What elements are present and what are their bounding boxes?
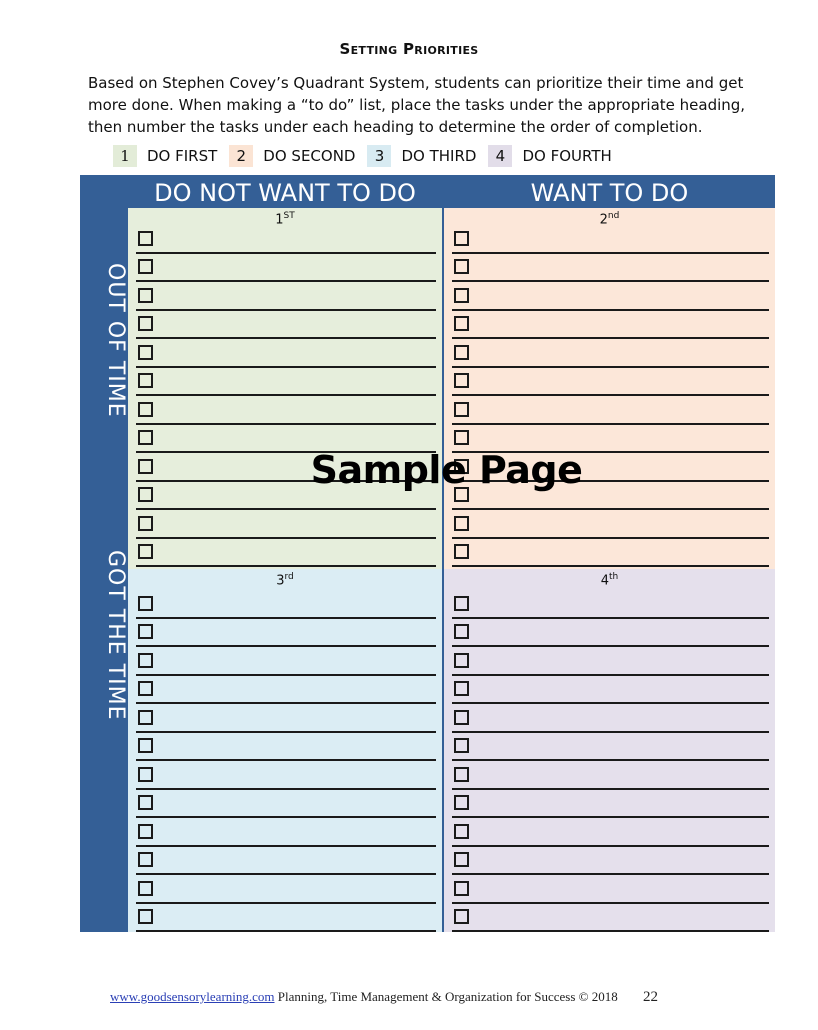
task-line[interactable]: [452, 482, 769, 511]
footer: [110, 989, 658, 1006]
task-line[interactable]: [452, 647, 769, 676]
task-line[interactable]: [136, 704, 436, 733]
task-line[interactable]: [452, 590, 769, 619]
task-line[interactable]: [136, 453, 436, 482]
task-line[interactable]: [452, 676, 769, 705]
legend-num-4: 4: [488, 145, 512, 167]
checkbox-icon[interactable]: [138, 767, 153, 782]
checkbox-icon[interactable]: [138, 316, 153, 331]
legend-label-3: DO THIRD: [401, 147, 477, 165]
checkbox-icon[interactable]: [454, 909, 469, 924]
checkbox-icon[interactable]: [454, 259, 469, 274]
task-line[interactable]: [136, 311, 436, 340]
checkbox-icon[interactable]: [454, 231, 469, 246]
checkbox-icon[interactable]: [454, 345, 469, 360]
priority-legend: [113, 145, 624, 167]
quadrant-3-label: 3rd: [276, 572, 294, 589]
page-title: Setting Priorities: [339, 40, 479, 58]
checkbox-icon[interactable]: [138, 909, 153, 924]
checkbox-icon[interactable]: [138, 345, 153, 360]
task-line[interactable]: [452, 704, 769, 733]
checkbox-icon[interactable]: [138, 487, 153, 502]
checkbox-icon[interactable]: [454, 544, 469, 559]
task-line[interactable]: [452, 453, 769, 482]
task-line[interactable]: [452, 254, 769, 283]
legend-num-3: 3: [367, 145, 391, 167]
task-line[interactable]: [136, 619, 436, 648]
task-line[interactable]: [452, 396, 769, 425]
checkbox-icon[interactable]: [454, 710, 469, 725]
checkbox-icon[interactable]: [454, 430, 469, 445]
task-line[interactable]: [452, 619, 769, 648]
task-line[interactable]: [452, 225, 769, 254]
checkbox-icon[interactable]: [138, 459, 153, 474]
checkbox-icon[interactable]: [454, 881, 469, 896]
checkbox-icon[interactable]: [454, 852, 469, 867]
row-header-got-the-time: GOT THE TIME: [103, 549, 128, 721]
quadrant-2: [444, 208, 775, 569]
task-line[interactable]: [136, 904, 436, 933]
checkbox-icon[interactable]: [454, 402, 469, 417]
task-line[interactable]: [136, 225, 436, 254]
legend-label-4: DO FOURTH: [522, 147, 612, 165]
checkbox-icon[interactable]: [454, 795, 469, 810]
task-line[interactable]: [136, 761, 436, 790]
checkbox-icon[interactable]: [138, 881, 153, 896]
checkbox-icon[interactable]: [138, 738, 153, 753]
task-line[interactable]: [452, 761, 769, 790]
checkbox-icon[interactable]: [454, 596, 469, 611]
checkbox-icon[interactable]: [454, 487, 469, 502]
quadrant-3: [128, 569, 442, 932]
task-line[interactable]: [452, 733, 769, 762]
checkbox-icon[interactable]: [138, 259, 153, 274]
checkbox-icon[interactable]: [138, 710, 153, 725]
checkbox-icon[interactable]: [138, 624, 153, 639]
checkbox-icon[interactable]: [454, 681, 469, 696]
task-line[interactable]: [136, 733, 436, 762]
checkbox-icon[interactable]: [138, 824, 153, 839]
task-line[interactable]: [136, 676, 436, 705]
task-line[interactable]: [452, 425, 769, 454]
legend-num-1: 1: [113, 145, 137, 167]
checkbox-icon[interactable]: [454, 316, 469, 331]
task-line[interactable]: [136, 396, 436, 425]
task-line[interactable]: [452, 847, 769, 876]
checkbox-icon[interactable]: [454, 373, 469, 388]
task-line[interactable]: [136, 254, 436, 283]
page-number: 22: [643, 989, 659, 1005]
legend-label-2: DO SECOND: [263, 147, 356, 165]
checkbox-icon[interactable]: [138, 402, 153, 417]
quadrant-1-label: 1ST: [275, 211, 295, 228]
task-line[interactable]: [136, 647, 436, 676]
task-line[interactable]: [136, 847, 436, 876]
checkbox-icon[interactable]: [454, 516, 469, 531]
quadrant-4-label: 4th: [600, 572, 619, 589]
checkbox-icon[interactable]: [138, 852, 153, 867]
checkbox-icon[interactable]: [138, 681, 153, 696]
quadrant-2-label: 2nd: [599, 211, 620, 228]
legend-num-2: 2: [229, 145, 253, 167]
task-line[interactable]: [136, 875, 436, 904]
task-line[interactable]: [452, 282, 769, 311]
intro-paragraph: Based on Stephen Covey’s Quadrant System, students can prioritize their time and get more done. When making a “to do” list, place the tasks under the appropriate heading, then number the tasks under each heading to determine the order of completion.: [88, 74, 746, 136]
checkbox-icon[interactable]: [454, 459, 469, 474]
column-header-do-not-want: DO NOT WANT TO DO: [154, 179, 416, 207]
task-line[interactable]: [136, 818, 436, 847]
task-line[interactable]: [136, 590, 436, 619]
checkbox-icon[interactable]: [454, 738, 469, 753]
checkbox-icon[interactable]: [454, 288, 469, 303]
task-line[interactable]: [136, 510, 436, 539]
checkbox-icon[interactable]: [138, 653, 153, 668]
quadrant-4: [444, 569, 775, 932]
task-line[interactable]: [452, 818, 769, 847]
footer-text: Planning, Time Management & Organization for Success © 2018: [277, 989, 618, 1004]
row-header-out-of-time: OUT OF TIME: [103, 262, 128, 418]
website-link[interactable]: www.goodsensorylearning.com: [110, 989, 275, 1004]
checkbox-icon[interactable]: [138, 288, 153, 303]
task-line[interactable]: [452, 311, 769, 340]
legend-label-1: DO FIRST: [147, 147, 218, 165]
task-line[interactable]: [452, 539, 769, 568]
task-line[interactable]: [136, 368, 436, 397]
checkbox-icon[interactable]: [138, 373, 153, 388]
checkbox-icon[interactable]: [138, 544, 153, 559]
task-line[interactable]: [136, 790, 436, 819]
task-line[interactable]: [452, 904, 769, 933]
checkbox-icon[interactable]: [454, 824, 469, 839]
checkbox-icon[interactable]: [454, 653, 469, 668]
checkbox-icon[interactable]: [454, 624, 469, 639]
checkbox-icon[interactable]: [138, 231, 153, 246]
column-header-want: WANT TO DO: [530, 179, 689, 207]
task-line[interactable]: [452, 510, 769, 539]
task-line[interactable]: [452, 875, 769, 904]
checkbox-icon[interactable]: [454, 767, 469, 782]
task-line[interactable]: [136, 339, 436, 368]
quadrant-1: [128, 208, 442, 569]
task-line[interactable]: [452, 790, 769, 819]
checkbox-icon[interactable]: [138, 596, 153, 611]
task-line[interactable]: [136, 425, 436, 454]
task-line[interactable]: [136, 282, 436, 311]
sample-page-watermark: Sample Page: [310, 448, 583, 492]
task-line[interactable]: [136, 482, 436, 511]
task-line[interactable]: [452, 339, 769, 368]
task-line[interactable]: [136, 539, 436, 568]
checkbox-icon[interactable]: [138, 430, 153, 445]
task-line[interactable]: [452, 368, 769, 397]
checkbox-icon[interactable]: [138, 795, 153, 810]
checkbox-icon[interactable]: [138, 516, 153, 531]
